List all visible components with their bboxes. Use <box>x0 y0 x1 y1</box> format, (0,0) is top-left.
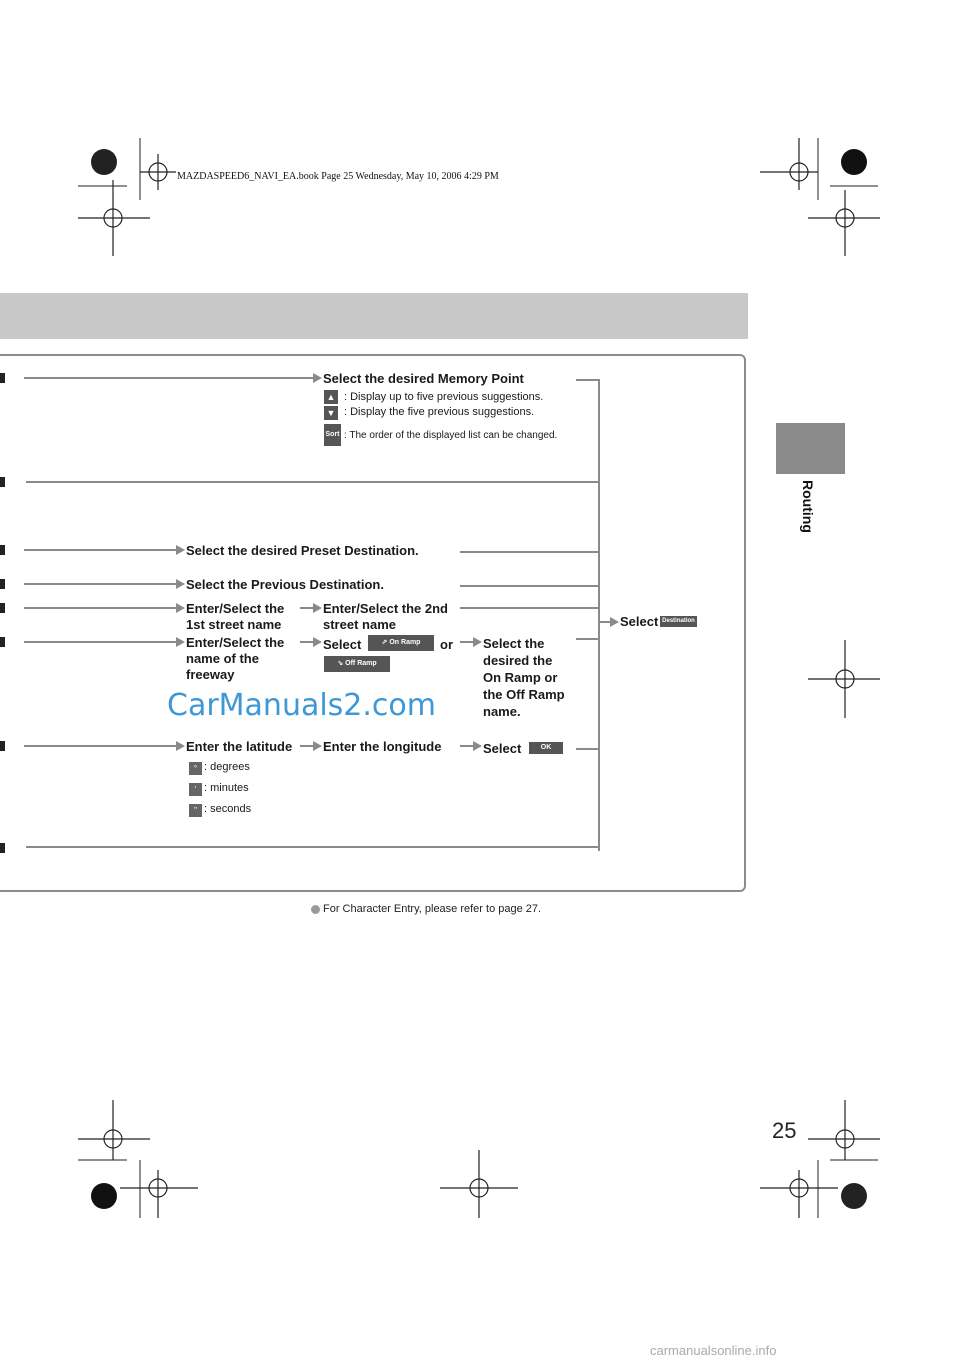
flow-line <box>460 641 474 643</box>
flow-line <box>24 641 177 643</box>
flow-vertical-line <box>598 379 600 851</box>
flow-line <box>576 379 598 381</box>
arrow-down-icon[interactable]: ▼ <box>324 406 338 420</box>
section-header-band <box>0 293 748 339</box>
flow-line <box>576 748 598 750</box>
preset-destination-label: Select the desired Preset Destination. <box>186 543 419 558</box>
flow-line <box>300 641 314 643</box>
row-marker <box>0 477 5 487</box>
flow-line <box>460 607 598 609</box>
flow-line <box>576 638 598 640</box>
arrow-head <box>176 579 185 589</box>
row-marker <box>0 603 5 613</box>
arrow-head <box>473 637 482 647</box>
degrees-note: : degrees <box>204 761 250 773</box>
flow-line <box>460 551 598 553</box>
flow-line <box>24 607 177 609</box>
ok-button[interactable]: OK <box>529 742 563 754</box>
freeway-name-label: Enter/Select the name of the freeway <box>186 635 285 682</box>
chapter-tab <box>776 423 845 474</box>
off-ramp-button[interactable]: ⇘ Off Ramp <box>324 656 390 672</box>
select-ramp-word: Select <box>323 637 362 652</box>
longitude-label: Enter the longitude <box>323 739 442 754</box>
arrow-head <box>176 741 185 751</box>
flow-line <box>24 583 177 585</box>
select-destination-word: Select <box>620 614 659 629</box>
second-icon: " <box>189 804 202 817</box>
header-file-info: MAZDASPEED6_NAVI_EA.book Page 25 Wednesday, May 10, 2006 4:29 PM <box>177 171 499 182</box>
latitude-label: Enter the latitude <box>186 739 293 754</box>
up-note: : Display up to five previous suggestions. <box>344 391 544 403</box>
sort-button[interactable]: Sort <box>324 424 341 446</box>
flow-line <box>26 846 598 848</box>
row-marker <box>0 843 5 853</box>
chapter-tab-label: Routing <box>800 480 816 533</box>
ramp-icon: ⇘ <box>337 660 346 667</box>
minute-icon: ' <box>189 783 202 796</box>
ramp-result-label: Select the desired the On Ramp or the Off Ramp name. <box>483 636 565 719</box>
arrow-head <box>313 637 322 647</box>
flow-line <box>460 745 474 747</box>
ramp-icon: ⇗ <box>381 639 390 646</box>
page-number: 25 <box>772 1118 797 1143</box>
row-marker <box>0 579 5 589</box>
flow-line <box>24 549 177 551</box>
bullet-icon <box>311 905 320 914</box>
arrow-head <box>313 373 322 383</box>
arrow-head <box>176 637 185 647</box>
on-ramp-button[interactable]: ⇗ On Ramp <box>368 635 434 651</box>
second-street-label: Enter/Select the 2nd street name <box>323 601 448 632</box>
row-marker <box>0 637 5 647</box>
footer-note: For Character Entry, please refer to page 27. <box>323 903 542 915</box>
flow-line <box>300 745 314 747</box>
destination-button[interactable]: Destination <box>660 616 697 627</box>
arrow-head <box>473 741 482 751</box>
memory-point-label: Select the desired Memory Point <box>323 371 524 386</box>
first-street-label: Enter/Select the 1st street name <box>186 601 285 632</box>
or-word: or <box>440 637 453 652</box>
arrow-head <box>313 741 322 751</box>
flow-line <box>24 377 314 379</box>
degree-icon: ° <box>189 762 202 775</box>
flow-line <box>24 745 177 747</box>
row-marker <box>0 545 5 555</box>
previous-destination-label: Select the Previous Destination. <box>186 577 384 592</box>
arrow-head <box>176 603 185 613</box>
arrow-up-icon[interactable]: ▲ <box>324 390 338 404</box>
sort-note: : The order of the displayed list can be changed. <box>344 430 558 441</box>
arrow-head <box>313 603 322 613</box>
arrow-head <box>176 545 185 555</box>
arrow-head <box>610 617 619 627</box>
row-marker <box>0 741 5 751</box>
seconds-note: : seconds <box>204 803 252 815</box>
select-ok-word: Select <box>483 741 522 756</box>
site-watermark: carmanualsonline.info <box>650 1343 777 1358</box>
watermark: CarManuals2.com <box>167 688 437 723</box>
flow-line <box>300 607 314 609</box>
flow-line <box>26 481 598 483</box>
flow-line <box>460 585 598 587</box>
row-marker <box>0 373 5 383</box>
down-note: : Display the five previous suggestions. <box>344 406 535 418</box>
minutes-note: : minutes <box>204 782 249 794</box>
